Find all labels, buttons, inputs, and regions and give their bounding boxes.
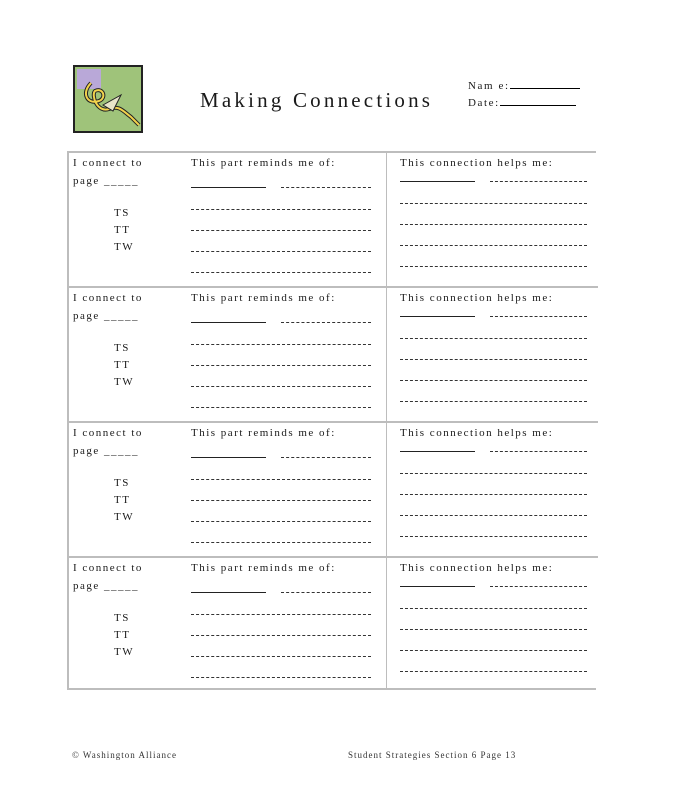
reminds-line[interactable] (191, 344, 371, 345)
code-tw[interactable]: TW (114, 511, 135, 523)
helps-line[interactable] (400, 181, 475, 182)
helps-line[interactable] (400, 451, 475, 452)
reminds-line[interactable] (191, 521, 371, 522)
reminds-line[interactable] (281, 592, 371, 593)
code-tt[interactable]: TT (114, 359, 131, 371)
reminds-line[interactable] (191, 230, 371, 231)
reminds-label: This part reminds me of: (191, 157, 336, 169)
code-tw[interactable]: TW (114, 646, 135, 658)
connection-row (69, 153, 598, 286)
code-ts[interactable]: TS (114, 207, 130, 219)
connection-row (69, 288, 598, 421)
reminds-label: This part reminds me of: (191, 562, 336, 574)
footer-left: © Washington Alliance (72, 750, 177, 760)
reminds-line[interactable] (281, 457, 371, 458)
reminds-line[interactable] (191, 386, 371, 387)
reminds-line[interactable] (281, 187, 371, 188)
code-tw[interactable]: TW (114, 241, 135, 253)
helps-line[interactable] (400, 245, 587, 246)
code-tt[interactable]: TT (114, 494, 131, 506)
helps-line[interactable] (400, 671, 587, 672)
reminds-line[interactable] (191, 251, 371, 252)
code-ts[interactable]: TS (114, 612, 130, 624)
reminds-line[interactable] (191, 187, 266, 188)
reminds-line[interactable] (191, 656, 371, 657)
helps-line[interactable] (400, 203, 587, 204)
helps-line[interactable] (400, 316, 475, 317)
connection-row (69, 558, 598, 691)
helps-line[interactable] (400, 473, 587, 474)
code-tt[interactable]: TT (114, 224, 131, 236)
squiggle-clipart-icon (73, 65, 143, 133)
reminds-label: This part reminds me of: (191, 427, 336, 439)
page-field[interactable]: page _____ (73, 445, 140, 457)
code-tw[interactable]: TW (114, 376, 135, 388)
reminds-line[interactable] (191, 542, 371, 543)
helps-line[interactable] (400, 650, 587, 651)
name-field[interactable] (468, 78, 580, 92)
page-field[interactable]: page _____ (73, 580, 140, 592)
name-label: Nam e: (468, 80, 510, 92)
code-ts[interactable]: TS (114, 477, 130, 489)
reminds-line[interactable] (191, 209, 371, 210)
reminds-line[interactable] (191, 457, 266, 458)
helps-line[interactable] (400, 224, 587, 225)
reminds-line[interactable] (191, 272, 371, 273)
reminds-line[interactable] (281, 322, 371, 323)
code-tt[interactable]: TT (114, 629, 131, 641)
helps-label: This connection helps me: (400, 562, 554, 574)
date-line (500, 95, 576, 106)
helps-line[interactable] (400, 338, 587, 339)
page-field[interactable]: page _____ (73, 310, 140, 322)
reminds-line[interactable] (191, 677, 371, 678)
helps-line[interactable] (490, 451, 587, 452)
name-line (510, 78, 580, 89)
reminds-line[interactable] (191, 500, 371, 501)
helps-line[interactable] (400, 401, 587, 402)
reminds-line[interactable] (191, 614, 371, 615)
helps-line[interactable] (400, 608, 587, 609)
connect-to-label: I connect to (73, 562, 143, 574)
helps-line[interactable] (490, 181, 587, 182)
reminds-label: This part reminds me of: (191, 292, 336, 304)
helps-line[interactable] (400, 266, 587, 267)
helps-line[interactable] (400, 359, 587, 360)
helps-line[interactable] (400, 629, 587, 630)
reminds-line[interactable] (191, 592, 266, 593)
footer-right: Student Strategies Section 6 Page 13 (348, 750, 517, 760)
date-label: Date: (468, 97, 500, 109)
reminds-line[interactable] (191, 365, 371, 366)
reminds-line[interactable] (191, 479, 371, 480)
reminds-line[interactable] (191, 407, 371, 408)
helps-label: This connection helps me: (400, 292, 554, 304)
date-field[interactable] (468, 95, 576, 109)
helps-line[interactable] (400, 536, 587, 537)
connect-to-label: I connect to (73, 157, 143, 169)
connect-to-label: I connect to (73, 427, 143, 439)
code-ts[interactable]: TS (114, 342, 130, 354)
helps-line[interactable] (400, 515, 587, 516)
helps-label: This connection helps me: (400, 157, 554, 169)
helps-line[interactable] (490, 316, 587, 317)
page-title: Making Connections (200, 88, 434, 112)
helps-line[interactable] (400, 586, 475, 587)
helps-line[interactable] (490, 586, 587, 587)
connection-row (69, 423, 598, 556)
reminds-line[interactable] (191, 322, 266, 323)
connections-table (67, 151, 596, 690)
helps-label: This connection helps me: (400, 427, 554, 439)
helps-line[interactable] (400, 380, 587, 381)
connect-to-label: I connect to (73, 292, 143, 304)
reminds-line[interactable] (191, 635, 371, 636)
page-field[interactable]: page _____ (73, 175, 140, 187)
helps-line[interactable] (400, 494, 587, 495)
